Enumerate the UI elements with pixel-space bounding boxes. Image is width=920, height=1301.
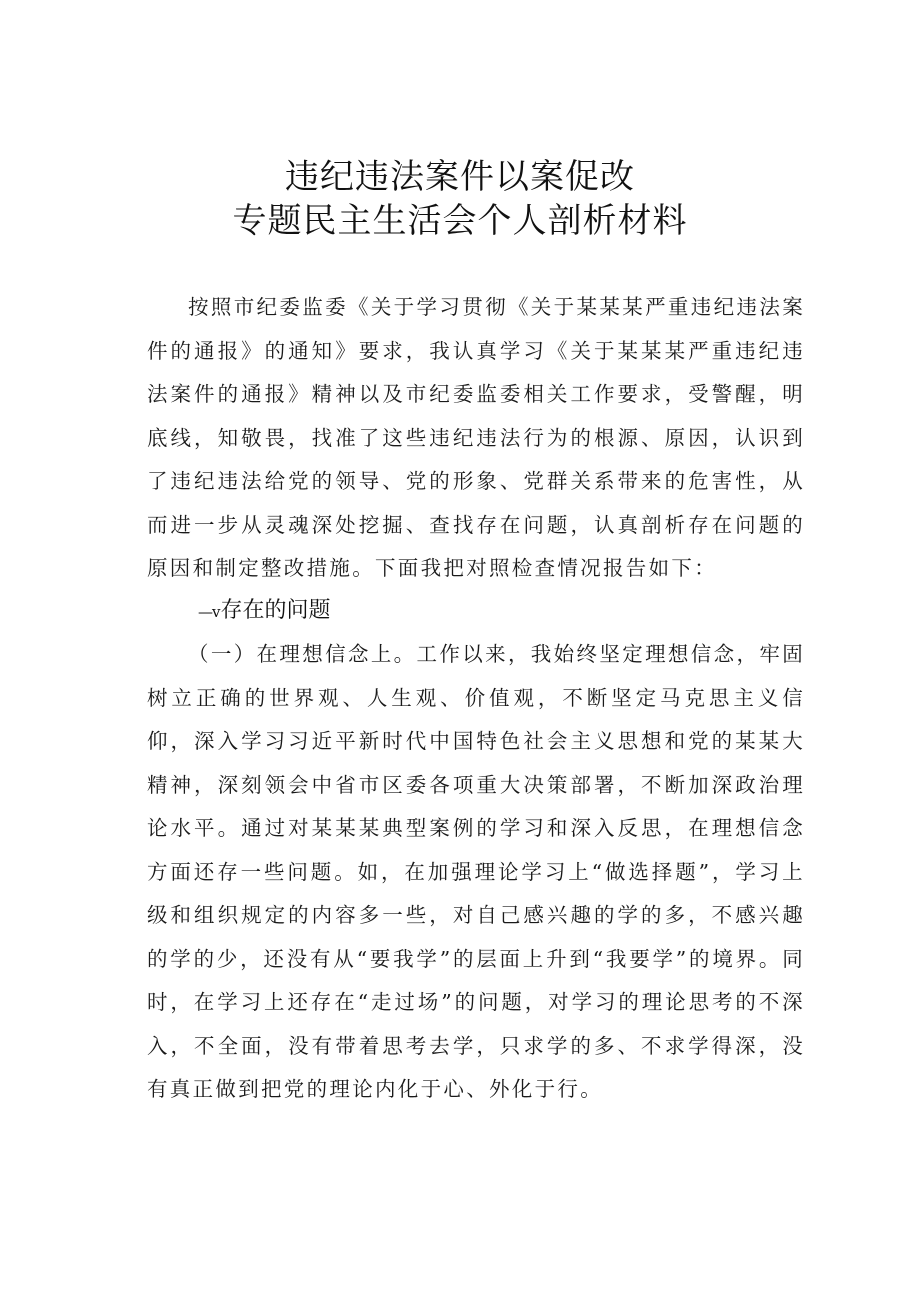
section-heading-problems bbox=[198, 593, 331, 630]
section-number-marker: —v bbox=[198, 603, 220, 621]
document-title-line1: 违纪违法案件以案促改 bbox=[285, 157, 635, 197]
section-title: 存在的问题 bbox=[220, 598, 331, 623]
paragraph-ideals-beliefs: （一）在理想信念上。工作以来，我始终坚定理想信念，牢固树立正确的世界观、人生观、价值观，不断坚定马克思主义信仰，深入学习习近平新时代中国特色社会主义思想和党的某某大精神，深刻领会中省市区委各项重大决策部署，不断加深政治理论水平。通过对某某某典型案例的学习和深入反思，在理想信念方面还存一些问题。如，在加强理论学习上“做选择题”，学习上级和组织规定的内容多一些，对自己感兴趣的学的多，不感兴趣的学的少，还没有从“要我学”的层面上升到“我要学”的境界。同时，在学习上还存在“走过场”的问题，对学习的理论思考的不深入，不全面，没有带着思考去学，只求学的多、不求学得深，没有真正做到把党的理论内化于心、外化于行。 bbox=[147, 642, 805, 1101]
intro-paragraph: 按照市纪委监委《关于学习贯彻《关于某某某严重违纪违法案件的通报》的通知》要求，我认真学习《关于某某某严重违纪违法案件的通报》精神以及市纪委监委相关工作要求，受警醒，明底线，知敬畏，找准了这些违纪违法行为的根源、原因，认识到了违纪违法给党的领导、党的形象、党群关系带来的危害性，从而进一步从灵魂深处挖掘、查找存在问题，认真剖析存在问题的原因和制定整改措施。下面我把对照检查情况报告如下： bbox=[147, 295, 805, 580]
document-title-line2: 专题民主生活会个人剖析材料 bbox=[232, 201, 688, 241]
